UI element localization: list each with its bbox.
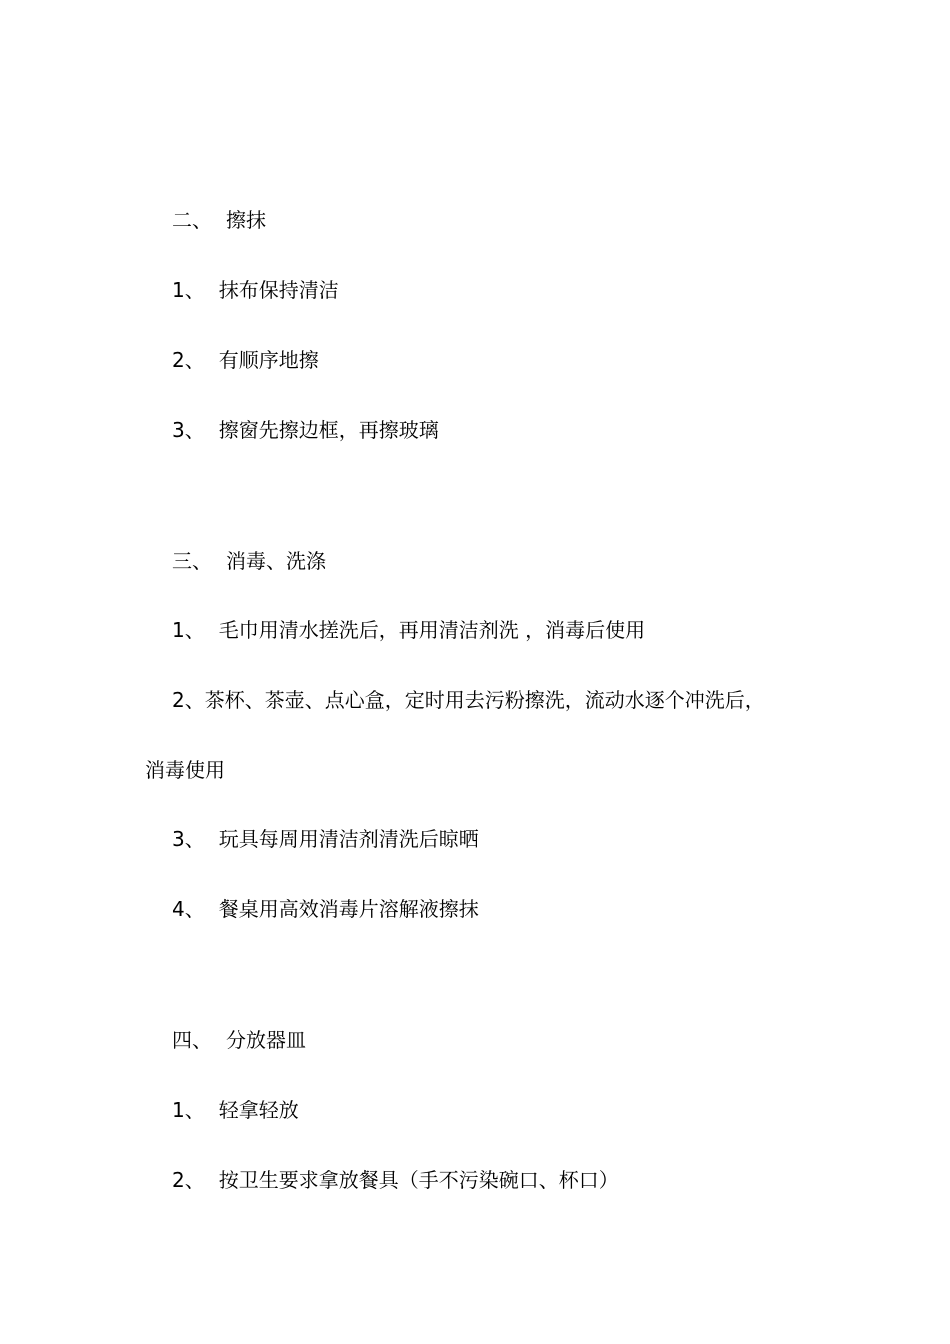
- list-item: [172, 616, 645, 644]
- item-number: 1、: [172, 618, 205, 642]
- list-item-continuation: [145, 756, 225, 784]
- item-number: 1、: [172, 278, 205, 302]
- section-title: 擦抹: [226, 208, 266, 232]
- section-heading: [172, 547, 326, 575]
- item-text: 按卫生要求拿放餐具（手不污染碗口、杯口）: [218, 1168, 619, 1192]
- section-heading: [172, 206, 266, 234]
- item-text: 玩具每周用清洁剂清洗后晾晒: [218, 827, 479, 851]
- list-item: [172, 276, 339, 304]
- item-text: 擦窗先擦边框，再擦玻璃: [218, 418, 439, 442]
- item-number: 1、: [172, 1098, 205, 1122]
- list-item: [172, 686, 765, 714]
- section-number: 三、: [172, 549, 212, 573]
- item-number: 4、: [172, 897, 205, 921]
- section-number: 二、: [172, 208, 212, 232]
- list-item: [172, 1166, 619, 1194]
- list-item: [172, 416, 439, 444]
- section-number: 四、: [172, 1028, 212, 1052]
- section-title: 分放器皿: [226, 1028, 306, 1052]
- list-item: [172, 346, 319, 374]
- item-number: 2、: [172, 688, 205, 712]
- item-text: 有顺序地擦: [218, 348, 319, 372]
- section-title: 消毒、洗涤: [226, 549, 326, 573]
- list-item: [172, 1096, 299, 1124]
- item-text: 茶杯、茶壶、点心盒，定时用去污粉擦洗，流动水逐个冲洗后，: [204, 688, 765, 712]
- list-item: [172, 895, 479, 923]
- item-number: 2、: [172, 348, 205, 372]
- item-number: 3、: [172, 827, 205, 851]
- item-number: 3、: [172, 418, 205, 442]
- item-text: 轻拿轻放: [218, 1098, 299, 1122]
- item-number: 2、: [172, 1168, 205, 1192]
- item-text: 餐桌用高效消毒片溶解液擦抹: [218, 897, 479, 921]
- item-text: 毛巾用清水搓洗后，再用清洁剂洗 ，消毒后使用: [218, 618, 646, 642]
- item-text: 抹布保持清洁: [218, 278, 339, 302]
- list-item: [172, 825, 479, 853]
- item-text-continuation: 消毒使用: [145, 758, 225, 782]
- section-heading: [172, 1026, 306, 1054]
